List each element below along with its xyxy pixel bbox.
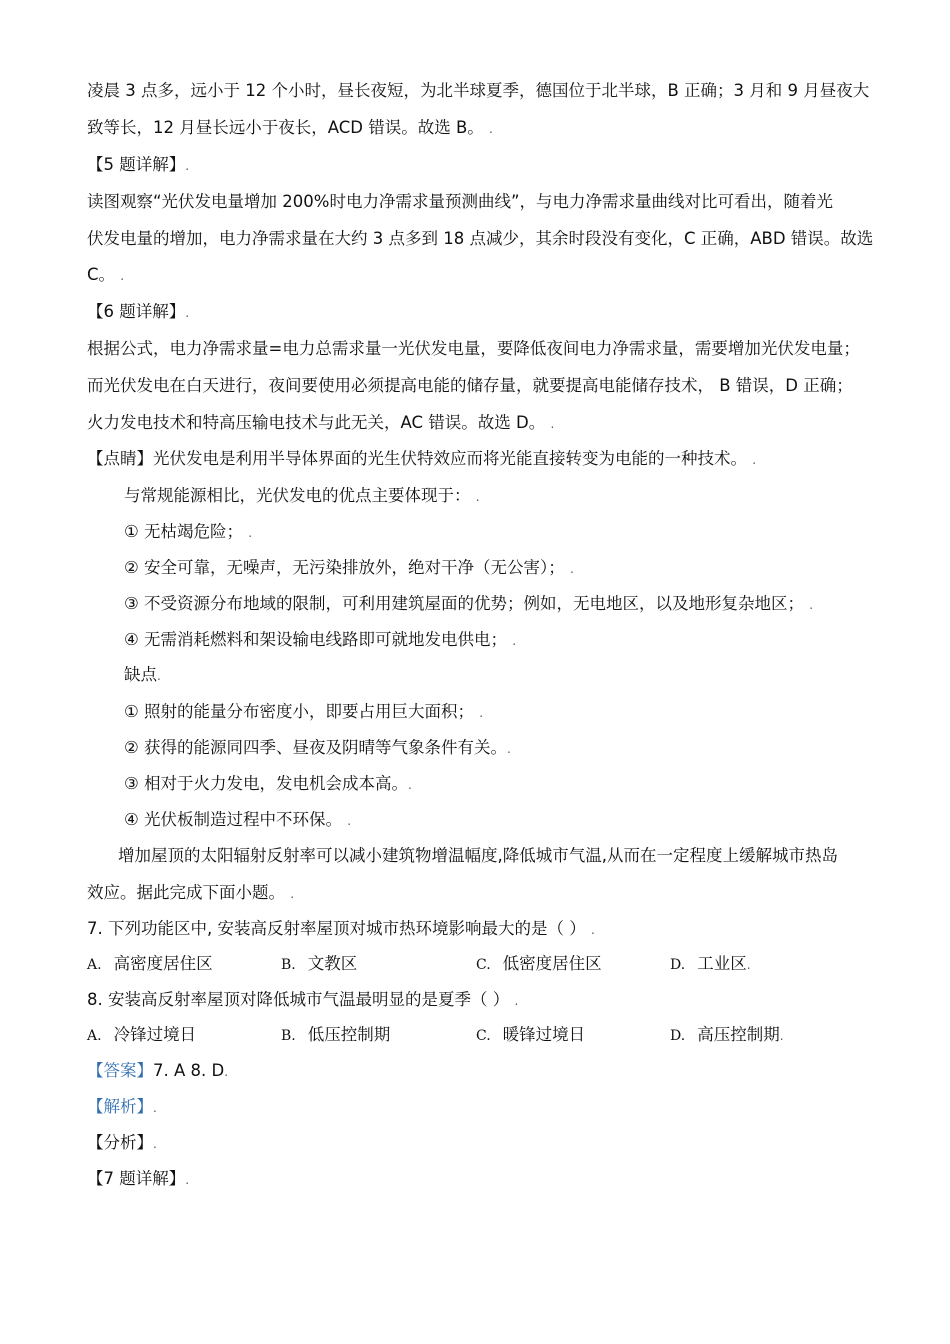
paragraph-line: 而光伏发电在白天进行，夜间要使用必须提高电能的储存量，就要提高电能储存技术， B 错误，D 正确； — [87, 376, 853, 395]
list-item: ③ 相对于火力发电，发电机会成本高。. — [124, 774, 412, 793]
q8-option-c: C. 暖锋过境日 — [476, 1025, 586, 1044]
list-item: ① 照射的能量分布密度小，即要占用巨大面积； . — [124, 702, 484, 721]
advantages-intro: 与常规能源相比，光伏发电的优点主要体现于： . — [124, 486, 480, 505]
question-7-stem: 7. 下列功能区中, 安装高反射率屋顶对城市热环境影响最大的是（ ） . — [87, 919, 595, 938]
section-heading: 【6 题详解】. — [87, 302, 190, 321]
paragraph-line: 读图观察“光伏发电量增加 200%时电力净需求量预测曲线”，与电力净需求量曲线对比可看出，随着光 — [87, 192, 834, 211]
paragraph-line: 凌晨 3 点多，远小于 12 个小时，昼长夜短，为北半球夏季，德国位于北半球，B 正确；3 月和 9 月昼夜大 — [87, 81, 870, 100]
q8-option-b: B. 低压控制期 — [281, 1025, 391, 1044]
q8-option-d: D. 高压控制期. — [670, 1025, 784, 1044]
material-paragraph: 效应。据此完成下面小题。 . — [87, 883, 295, 902]
fenxi-tag: 【分析】. — [87, 1133, 157, 1152]
paragraph-line: 火力发电技术和特高压输电技术与此无关，AC 错误。故选 D。 . — [87, 413, 555, 432]
material-paragraph: 增加屋顶的太阳辐射反射率可以减小建筑物增温幅度,降低城市气温,从而在一定程度上缓解城市热岛 — [118, 846, 838, 865]
paragraph-line: 致等长，12 月昼长远小于夜长，ACD 错误。故选 B。 . — [87, 118, 493, 137]
section-heading: 【5 题详解】. — [87, 155, 190, 174]
list-item: ② 获得的能源同四季、昼夜及阴晴等气象条件有关。. — [124, 738, 511, 757]
list-item: ① 无枯竭危险； . — [124, 522, 253, 541]
paragraph-line: 根据公式，电力净需求量=电力总需求量一光伏发电量，要降低夜间电力净需求量，需要增加光伏发电量； — [87, 339, 860, 358]
question-8-stem: 8. 安装高反射率屋顶对降低城市气温最明显的是夏季（ ） . — [87, 990, 519, 1009]
paragraph-line: 伏发电量的增加，电力净需求量在大约 3 点多到 18 点减少，其余时段没有变化，C 正确，ABD 错误。故选 — [87, 229, 874, 248]
q7-option-d: D. 工业区. — [670, 954, 751, 973]
q7-option-b: B. 文教区 — [281, 954, 358, 973]
analysis-tag: 【解析】. — [87, 1097, 157, 1116]
q7-detail-heading: 【7 题详解】. — [87, 1169, 190, 1188]
list-item: ④ 光伏板制造过程中不环保。 . — [124, 810, 352, 829]
list-item: ④ 无需消耗燃料和架设输电线路即可就地发电供电； . — [124, 630, 517, 649]
list-item: ③ 不受资源分布地域的限制，可利用建筑屋面的优势；例如，无电地区，以及地形复杂地区； . — [124, 594, 814, 613]
key-point: 【点睛】光伏发电是利用半导体界面的光生伏特效应而将光能直接转变为电能的一种技术。 . — [87, 449, 757, 468]
list-item: ② 安全可靠，无噪声，无污染排放外，绝对干净（无公害）； . — [124, 558, 574, 577]
q7-option-a: A. 高密度居住区 — [87, 954, 213, 973]
q7-option-c: C. 低密度居住区 — [476, 954, 602, 973]
disadvantages-intro: 缺点. — [124, 665, 161, 684]
q8-option-a: A. 冷锋过境日 — [87, 1025, 197, 1044]
paragraph-line: C。 . — [87, 265, 125, 284]
answer-line: 【答案】7. A 8. D. — [87, 1061, 229, 1080]
